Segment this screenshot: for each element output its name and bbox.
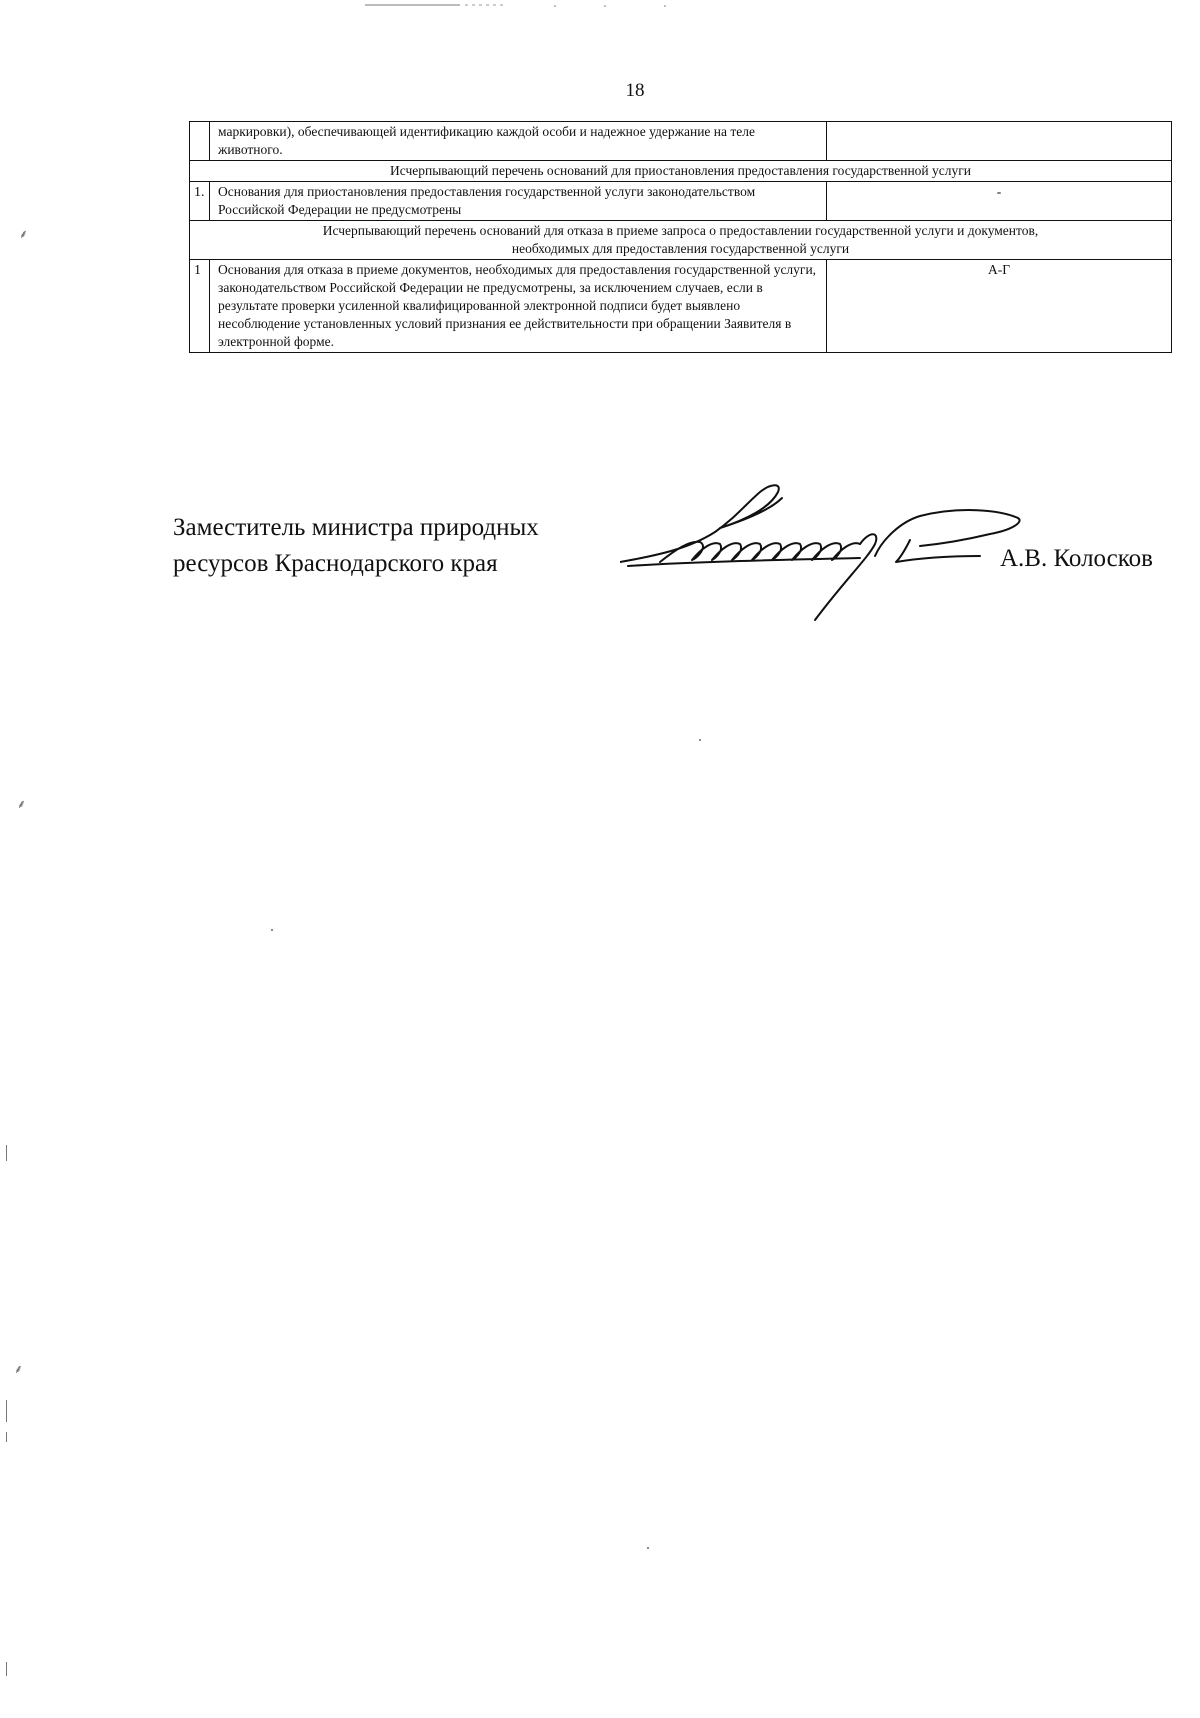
row-description-cell: Основания для приостановления предоставления государственной услуги законодательством Российской Федерации не предусмотрены (210, 182, 827, 221)
row-value-cell: А-Г (827, 260, 1172, 353)
row-number-cell: 1 (190, 260, 210, 353)
scan-speck: ⸙ (14, 1362, 24, 1376)
section-heading-refusal: Исчерпывающий перечень оснований для отказа в приеме запроса о предоставлении государственной услуги и документов, необходимых для предоставления государственной услуги (190, 221, 1172, 260)
section-heading-suspension: Исчерпывающий перечень оснований для приостановления предоставления государственной услуги (190, 161, 1172, 182)
scan-speck: ⸙ (19, 227, 29, 241)
signatory-title-line2: ресурсов Краснодарского края (173, 550, 498, 577)
page-number: 18 (625, 80, 645, 101)
row-number-cell: 1. (190, 182, 210, 221)
signatory-title-line1: Заместитель министра природных (173, 514, 539, 541)
signatory-name: А.В. Колосков (1000, 545, 1153, 572)
scan-speck: ⸙ (17, 797, 27, 811)
row-value-cell: - (827, 182, 1172, 221)
row-description-cell: Основания для отказа в приеме документов, необходимых для предоставления государственной услуги, законодательством Российской Федерации не предусмотрены, за исключением случаев, если в результате проверки усиленной квалифицированной электронной подписи будет выявлено несоблюдение установленных условий признания ее действительности при обращении Заявителя в электронной форме. (210, 260, 827, 353)
row-description-cell: маркировки), обеспечивающей идентификацию каждой особи и надежное удержание на теле животного. (210, 122, 827, 161)
